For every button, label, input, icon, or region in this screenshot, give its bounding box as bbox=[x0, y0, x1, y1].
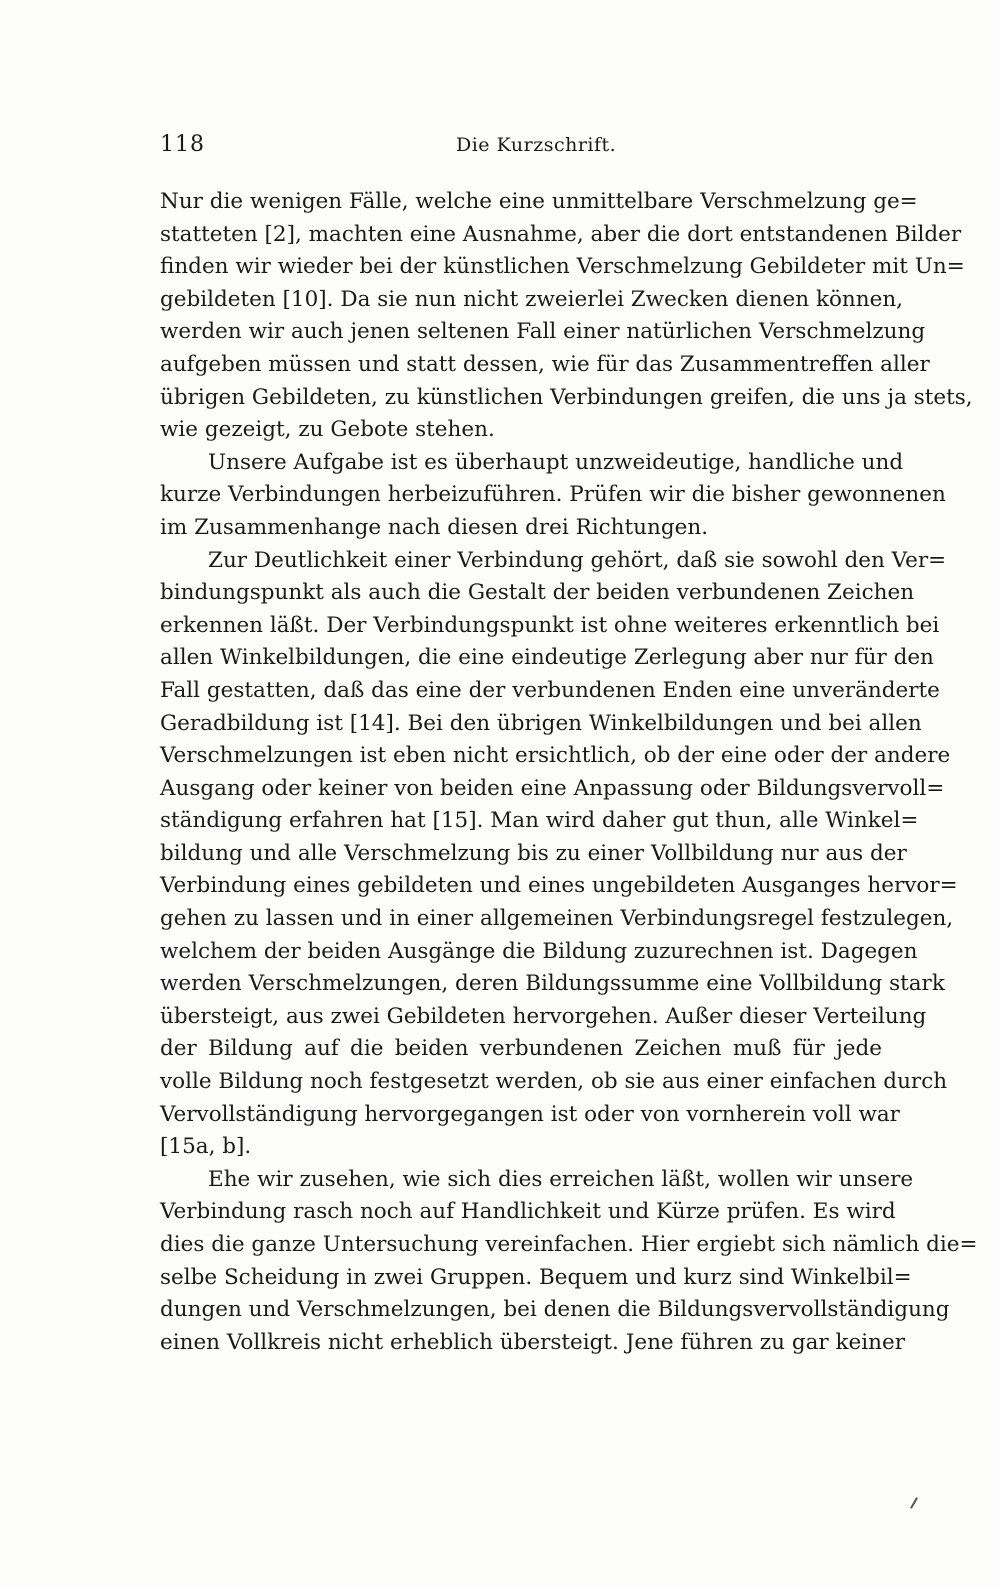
text-line: allen Winkelbildungen, die eine eindeutige Zerlegung aber nur für den bbox=[160, 645, 934, 671]
text-line: aufgeben müssen und statt dessen, wie für das Zusammentreffen aller bbox=[160, 351, 930, 377]
text-line: Fall gestatten, daß das eine der verbundenen Enden eine unveränderte bbox=[160, 677, 940, 703]
text-line: volle Bildung noch festgesetzt werden, ob sie aus einer einfachen durch bbox=[160, 1069, 948, 1095]
text-line: welchem der beiden Ausgänge die Bildung zuzurechnen ist. Dagegen bbox=[160, 938, 918, 964]
text-line: der Bildung auf die beiden verbundenen Zeichen muß für jede bbox=[160, 1036, 882, 1062]
text-line: kurze Verbindungen herbeizuführen. Prüfen wir die bisher gewonnenen bbox=[160, 482, 946, 508]
text-line: gebildeten [10]. Da sie nun nicht zweierlei Zwecken dienen können, bbox=[160, 286, 904, 312]
text-line: Zur Deutlichkeit einer Verbindung gehört, daß sie sowohl den Ver= bbox=[208, 547, 947, 573]
text-line: Vervollständigung hervorgegangen ist oder von vornherein voll war bbox=[160, 1101, 900, 1127]
text-line: bildung und alle Verschmelzung bis zu einer Vollbildung nur aus der bbox=[160, 840, 907, 866]
text-line: Ehe wir zusehen, wie sich dies erreichen läßt, wollen wir unsere bbox=[208, 1166, 914, 1192]
page-header bbox=[160, 132, 882, 166]
text-line: bindungspunkt als auch die Gestalt der beiden verbundenen Zeichen bbox=[160, 580, 915, 606]
text-line: übrigen Gebildeten, zu künstlichen Verbindungen greifen, die uns ja stets, bbox=[160, 384, 973, 410]
text-line: ständigung erfahren hat [15]. Man wird daher gut thun, alle Winkel= bbox=[160, 808, 919, 834]
text-line: im Zusammenhange nach diesen drei Richtungen. bbox=[160, 514, 709, 540]
body-text bbox=[160, 186, 978, 1359]
running-title: Die Kurzschrift. bbox=[456, 134, 617, 156]
text-line: dungen und Verschmelzungen, bei denen die Bildungsvervollständigung bbox=[160, 1297, 950, 1323]
text-line: gehen zu lassen und in einer allgemeinen Verbindungsregel festzulegen, bbox=[160, 906, 954, 932]
text-line: statteten [2], machten eine Ausnahme, aber die dort entstandenen Bilder bbox=[160, 221, 962, 247]
text-line: Geradbildung ist [14]. Bei den übrigen Winkelbildungen und bei allen bbox=[160, 710, 922, 736]
text-line: [15a, b]. bbox=[160, 1134, 252, 1160]
text-line: finden wir wieder bei der künstlichen Verschmelzung Gebildeter mit Un= bbox=[160, 254, 965, 280]
scan-mark bbox=[910, 1497, 918, 1508]
text-line: erkennen läßt. Der Verbindungspunkt ist ohne weiteres erkenntlich bei bbox=[160, 612, 940, 638]
text-line: werden wir auch jenen seltenen Fall einer natürlichen Verschmelzung bbox=[160, 319, 926, 345]
text-line: Verschmelzungen ist eben nicht ersichtlich, ob der eine oder der andere bbox=[160, 743, 951, 769]
text-line: Verbindung rasch noch auf Handlichkeit und Kürze prüfen. Es wird bbox=[160, 1199, 896, 1225]
text-line: wie gezeigt, zu Gebote stehen. bbox=[160, 417, 495, 443]
text-line: werden Verschmelzungen, deren Bildungssumme eine Vollbildung stark bbox=[160, 971, 945, 997]
text-line: Verbindung eines gebildeten und eines ungebildeten Ausganges hervor= bbox=[160, 873, 958, 899]
page-number: 118 bbox=[160, 132, 205, 157]
text-line: dies die ganze Untersuchung vereinfachen. Hier ergiebt sich nämlich die= bbox=[160, 1232, 978, 1257]
text-line: Unsere Aufgabe ist es überhaupt unzweideutige, handliche und bbox=[208, 449, 904, 475]
text-line: einen Vollkreis nicht erheblich übersteigt. Jene führen zu gar keiner bbox=[160, 1329, 905, 1355]
text-line: Nur die wenigen Fälle, welche eine unmittelbare Verschmelzung ge= bbox=[160, 189, 918, 214]
text-line: übersteigt, aus zwei Gebildeten hervorgehen. Außer dieser Verteilung bbox=[160, 1003, 927, 1029]
text-line: selbe Scheidung in zwei Gruppen. Bequem und kurz sind Winkelbil= bbox=[160, 1264, 912, 1290]
text-line: Ausgang oder keiner von beiden eine Anpassung oder Bildungsvervoll= bbox=[160, 775, 945, 801]
